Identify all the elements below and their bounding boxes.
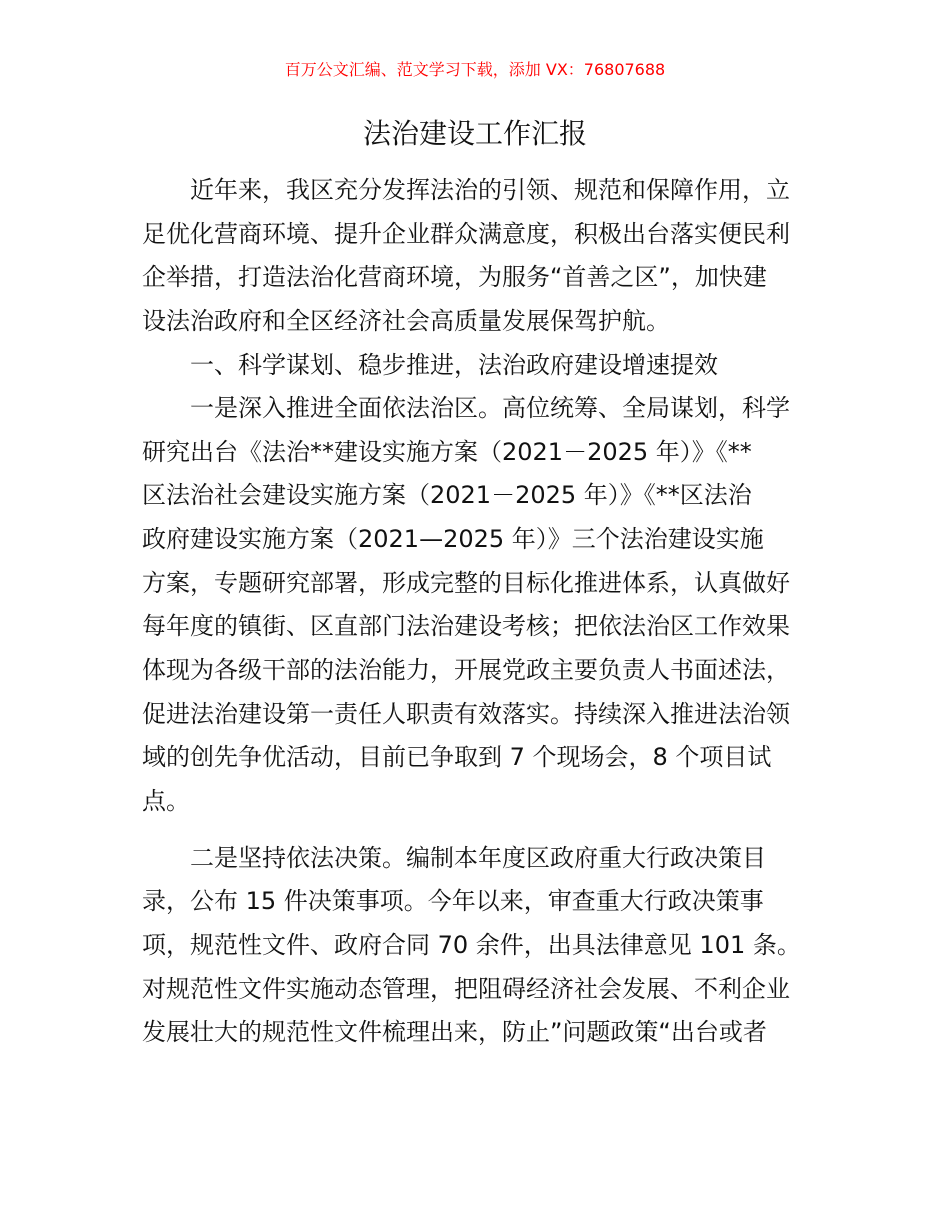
text-line: 政府建设实施方案（2021—2025 年）》三个法治建设实施 [142,525,764,554]
section-heading [142,344,822,388]
text-line: 设法治政府和全区经济社会高质量发展保驾护航。 [142,306,670,335]
text-line: 研究出台《法治**建设实施方案（2021－2025 年）》《** [142,437,752,466]
text-line: 每年度的镇街、区直部门法治建设考核；把依法治区工作效果 [142,612,790,641]
text-line: 区法治社会建设实施方案（2021－2025 年）》《**区法治 [142,481,752,510]
text-line: 发展壮大的规范性文件梳理出来，防止”问题政策“出台或者 [142,1018,767,1047]
text-line: 促进法治建设第一责任人职责有效落实。持续深入推进法治领 [142,699,790,728]
text-line: 对规范性文件实施动态管理，把阻碍经济社会发展、不利企业 [142,974,790,1003]
text-line: 企举措，打造法治化营商环境，为服务“首善之区”，加快建 [142,263,767,292]
paragraph-rule-of-law-district [142,387,822,823]
text-line: 近年来，我区充分发挥法治的引领、规范和保障作用，立 [142,176,790,204]
text-line: 一是深入推进全面依法治区。高位统筹、全局谋划，科学 [142,394,790,423]
text-line: 录，公布 15 件决策事项。今年以来，审查重大行政决策事 [142,887,764,916]
text-line: 点。 [142,786,190,815]
text-line: 二是坚持依法决策。编制本年度区政府重大行政决策目 [142,843,766,872]
text-line: 体现为各级干部的法治能力，开展党政主要负责人书面述法， [142,656,790,685]
text-line: 项，规范性文件、政府合同 70 余件，出具法律意见 101 条。 [142,930,801,959]
promo-header: 百万公文汇编、范文学习下载，添加 VX：76807688 [284,60,666,79]
paragraph-lawful-decision [142,837,822,1055]
text-line: 方案，专题研究部署，形成完整的目标化推进体系，认真做好 [142,568,790,597]
text-line: 一、科学谋划、稳步推进，法治政府建设增速提效 [142,350,718,379]
paragraph-spacer [142,824,822,837]
text-line: 足优化营商环境、提升企业群众满意度，积极出台落实便民利 [142,219,790,248]
text-line: 域的创先争优活动，目前已争取到 7 个现场会，8 个项目试 [142,743,772,772]
paragraph-intro [142,169,822,344]
document-body [142,169,822,1055]
document-title: 法治建设工作汇报 [362,117,587,150]
